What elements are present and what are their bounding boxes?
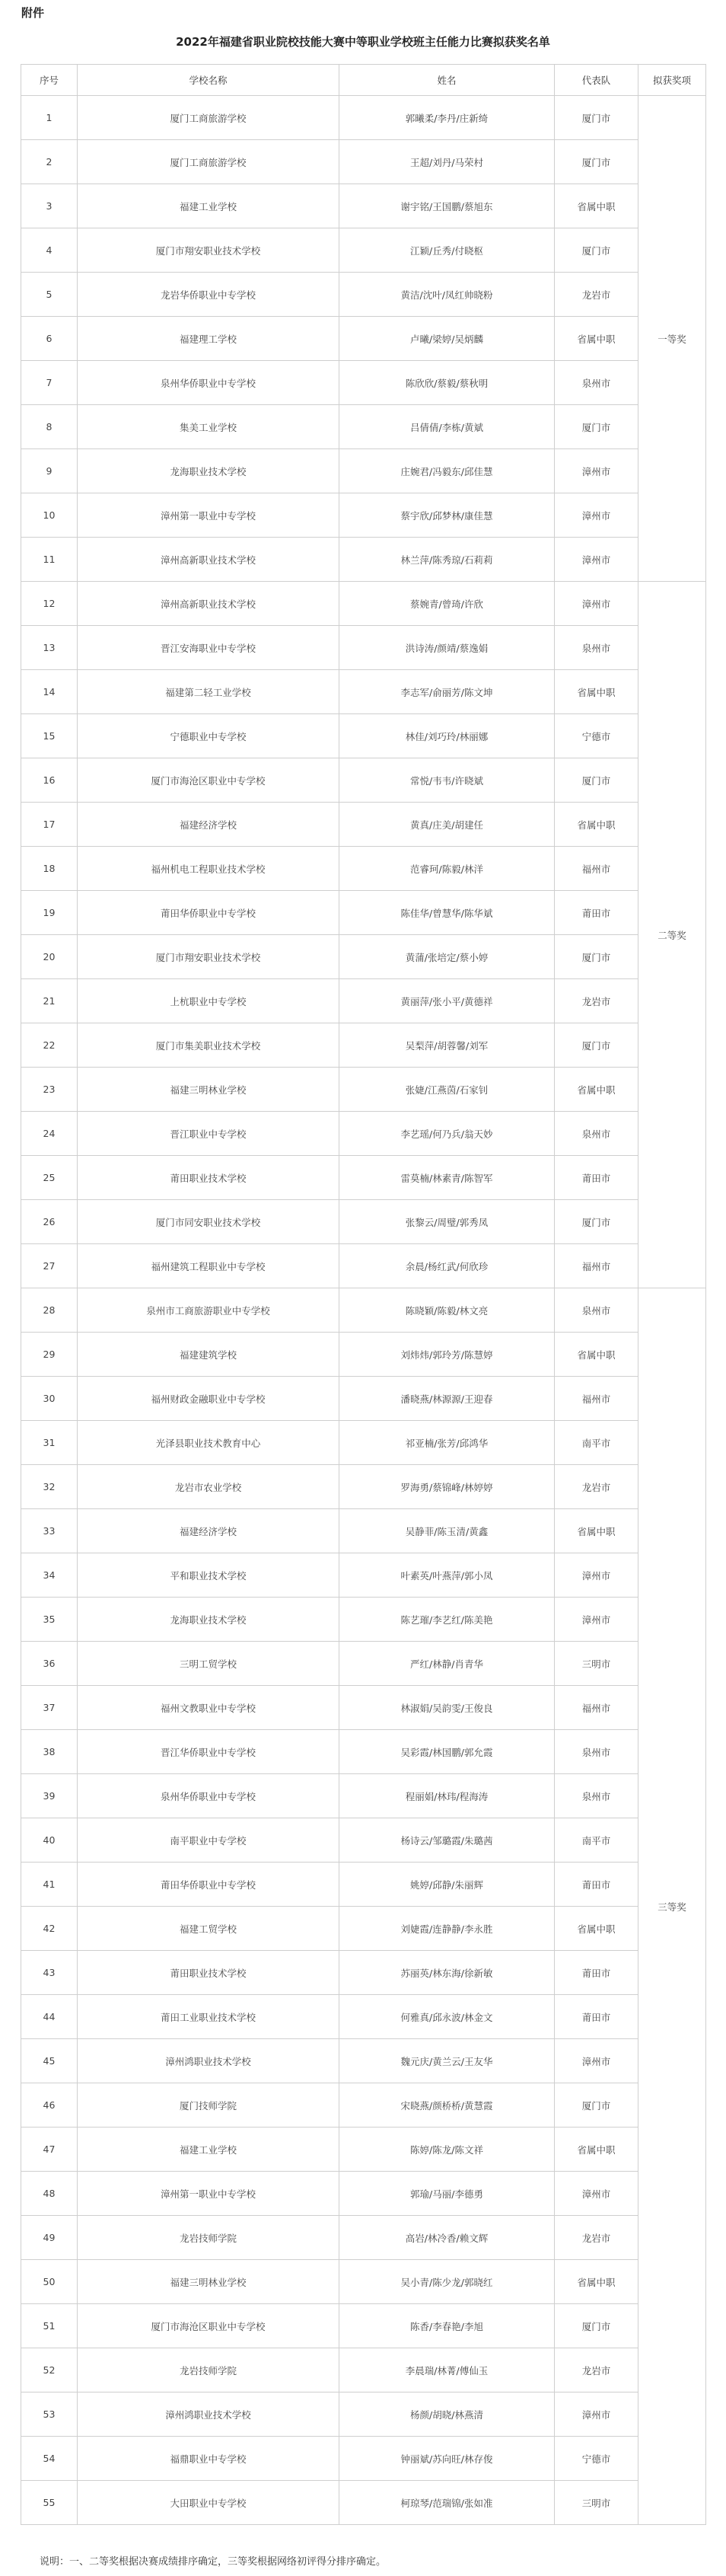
member-names: 卢曦/梁婷/吴炳麟	[339, 317, 555, 361]
row-index: 26	[21, 1200, 78, 1244]
row-index: 20	[21, 935, 78, 979]
table-row	[21, 2216, 706, 2260]
school-name: 莆田华侨职业中专学校	[78, 1863, 339, 1907]
table-row	[21, 1642, 706, 1686]
school-name: 莆田职业技术学校	[78, 1951, 339, 1995]
table-row	[21, 1156, 706, 1200]
team-name: 省属中职	[555, 803, 638, 847]
row-index: 2	[21, 140, 78, 184]
table-row	[21, 2039, 706, 2083]
row-index: 27	[21, 1244, 78, 1288]
school-name: 福建工业学校	[78, 2128, 339, 2172]
team-name: 泉州市	[555, 361, 638, 405]
member-names: 高岩/林冷香/赖文辉	[339, 2216, 555, 2260]
team-name: 漳州市	[555, 1553, 638, 1598]
member-names: 庄婉君/冯毅东/邱佳慧	[339, 449, 555, 493]
member-names: 李艺瑶/何乃兵/翁天妙	[339, 1112, 555, 1156]
school-name: 福建三明林业学校	[78, 1068, 339, 1112]
member-names: 罗海勇/蔡锦峰/林婷婷	[339, 1465, 555, 1509]
table-row	[21, 140, 706, 184]
table-row	[21, 803, 706, 847]
header-award: 拟获奖项	[638, 65, 706, 96]
table-row	[21, 2128, 706, 2172]
member-names: 李志军/俞丽芳/陈文坤	[339, 670, 555, 714]
table-header-row	[21, 65, 706, 96]
member-names: 蔡婉青/曾琦/许欣	[339, 582, 555, 626]
table-row	[21, 1951, 706, 1995]
row-index: 1	[21, 96, 78, 140]
school-name: 龙海职业技术学校	[78, 449, 339, 493]
table-row	[21, 1774, 706, 1818]
table-row	[21, 493, 706, 538]
table-row	[21, 449, 706, 493]
team-name: 宁德市	[555, 2437, 638, 2481]
member-names: 林兰萍/陈秀琼/石莉莉	[339, 538, 555, 582]
row-index: 14	[21, 670, 78, 714]
team-name: 省属中职	[555, 1509, 638, 1553]
member-names: 陈晓颖/陈毅/林文亮	[339, 1288, 555, 1333]
team-name: 厦门市	[555, 1200, 638, 1244]
team-name: 漳州市	[555, 449, 638, 493]
team-name: 省属中职	[555, 2260, 638, 2304]
member-names: 刘婕霞/连静静/李永胜	[339, 1907, 555, 1951]
school-name: 厦门市翔安职业技术学校	[78, 228, 339, 273]
team-name: 厦门市	[555, 228, 638, 273]
row-index: 45	[21, 2039, 78, 2083]
school-name: 大田职业中专学校	[78, 2481, 339, 2525]
school-name: 福州财政金融职业中专学校	[78, 1377, 339, 1421]
row-index: 43	[21, 1951, 78, 1995]
team-name: 南平市	[555, 1421, 638, 1465]
table-row	[21, 979, 706, 1023]
team-name: 厦门市	[555, 758, 638, 803]
member-names: 陈艺璀/李艺红/陈美艳	[339, 1598, 555, 1642]
table-row	[21, 1068, 706, 1112]
school-name: 福州机电工程职业技术学校	[78, 847, 339, 891]
member-names: 陈佳华/曾慧华/陈华斌	[339, 891, 555, 935]
team-name: 莆田市	[555, 1863, 638, 1907]
team-name: 龙岩市	[555, 273, 638, 317]
team-name: 福州市	[555, 1244, 638, 1288]
school-name: 厦门技师学院	[78, 2083, 339, 2128]
team-name: 莆田市	[555, 1995, 638, 2039]
member-names: 黄蒲/张培定/蔡小婷	[339, 935, 555, 979]
team-name: 厦门市	[555, 935, 638, 979]
row-index: 51	[21, 2304, 78, 2348]
school-name: 福鼎职业中专学校	[78, 2437, 339, 2481]
school-name: 福建第二轻工业学校	[78, 670, 339, 714]
row-index: 3	[21, 184, 78, 228]
row-index: 21	[21, 979, 78, 1023]
row-index: 36	[21, 1642, 78, 1686]
school-name: 南平职业中专学校	[78, 1818, 339, 1863]
team-name: 厦门市	[555, 1023, 638, 1068]
team-name: 莆田市	[555, 891, 638, 935]
team-name: 泉州市	[555, 1730, 638, 1774]
member-names: 陈香/李春艳/李旭	[339, 2304, 555, 2348]
row-index: 49	[21, 2216, 78, 2260]
member-names: 蔡宇欣/邱梦林/康佳慧	[339, 493, 555, 538]
team-name: 龙岩市	[555, 2348, 638, 2392]
member-names: 叶素英/叶燕萍/郭小凤	[339, 1553, 555, 1598]
row-index: 24	[21, 1112, 78, 1156]
table-row	[21, 1686, 706, 1730]
team-name: 泉州市	[555, 1112, 638, 1156]
header-names: 姓名	[339, 65, 555, 96]
document-title: 2022年福建省职业院校技能大赛中等职业学校班主任能力比赛拟获奖名单	[176, 35, 550, 49]
school-name: 龙岩市农业学校	[78, 1465, 339, 1509]
school-name: 厦门工商旅游学校	[78, 140, 339, 184]
row-index: 17	[21, 803, 78, 847]
member-names: 范睿珂/陈毅/林洋	[339, 847, 555, 891]
table-row	[21, 96, 706, 140]
team-name: 厦门市	[555, 2304, 638, 2348]
table-row	[21, 1377, 706, 1421]
row-index: 47	[21, 2128, 78, 2172]
row-index: 15	[21, 714, 78, 758]
team-name: 省属中职	[555, 1907, 638, 1951]
table-row	[21, 1907, 706, 1951]
row-index: 53	[21, 2392, 78, 2437]
footnote: 说明：一、二等奖根据决赛成绩排序确定，三等奖根据网络初评得分排序确定。	[40, 2556, 387, 2568]
member-names: 宋晓燕/颜桥桥/黄慧霞	[339, 2083, 555, 2128]
row-index: 33	[21, 1509, 78, 1553]
team-name: 福州市	[555, 1686, 638, 1730]
row-index: 34	[21, 1553, 78, 1598]
member-names: 洪诗涛/颜靖/蔡逸娟	[339, 626, 555, 670]
team-name: 省属中职	[555, 1068, 638, 1112]
school-name: 福建经济学校	[78, 803, 339, 847]
row-index: 48	[21, 2172, 78, 2216]
table-row	[21, 317, 706, 361]
table-row	[21, 2172, 706, 2216]
school-name: 福建理工学校	[78, 317, 339, 361]
row-index: 29	[21, 1333, 78, 1377]
member-names: 郭瑜/马丽/李德勇	[339, 2172, 555, 2216]
team-name: 泉州市	[555, 626, 638, 670]
member-names: 魏元庆/黄兰云/王友华	[339, 2039, 555, 2083]
member-names: 陈欣欣/蔡毅/蔡秋明	[339, 361, 555, 405]
table-row	[21, 228, 706, 273]
school-name: 泉州市工商旅游职业中专学校	[78, 1288, 339, 1333]
team-name: 泉州市	[555, 1774, 638, 1818]
team-name: 省属中职	[555, 317, 638, 361]
member-names: 黄洁/沈叶/凤红帅晓粉	[339, 273, 555, 317]
team-name: 漳州市	[555, 2172, 638, 2216]
team-name: 三明市	[555, 1642, 638, 1686]
header-index: 序号	[21, 65, 78, 96]
table-row	[21, 1333, 706, 1377]
table-row	[21, 1244, 706, 1288]
school-name: 漳州第一职业中专学校	[78, 493, 339, 538]
member-names: 郭曦柔/李丹/庄新绮	[339, 96, 555, 140]
team-name: 福州市	[555, 847, 638, 891]
row-index: 31	[21, 1421, 78, 1465]
member-names: 杨颜/胡晓/林燕清	[339, 2392, 555, 2437]
row-index: 52	[21, 2348, 78, 2392]
table-row	[21, 1598, 706, 1642]
member-names: 祁亚楠/张芳/邱鸿华	[339, 1421, 555, 1465]
table-row	[21, 2348, 706, 2392]
row-index: 4	[21, 228, 78, 273]
school-name: 福建经济学校	[78, 1509, 339, 1553]
table-row	[21, 1112, 706, 1156]
header-team: 代表队	[555, 65, 638, 96]
header-school: 学校名称	[78, 65, 339, 96]
team-name: 漳州市	[555, 538, 638, 582]
table-row	[21, 1509, 706, 1553]
school-name: 福州文教职业中专学校	[78, 1686, 339, 1730]
member-names: 谢宇铭/王国鹏/蔡旭东	[339, 184, 555, 228]
award-level: 三等奖	[638, 1288, 706, 2525]
team-name: 漳州市	[555, 493, 638, 538]
row-index: 38	[21, 1730, 78, 1774]
table-row	[21, 2304, 706, 2348]
school-name: 莆田职业技术学校	[78, 1156, 339, 1200]
team-name: 宁德市	[555, 714, 638, 758]
team-name: 福州市	[555, 1377, 638, 1421]
row-index: 40	[21, 1818, 78, 1863]
table-row	[21, 2260, 706, 2304]
row-index: 32	[21, 1465, 78, 1509]
member-names: 吴彩霞/林国鹏/郭允霞	[339, 1730, 555, 1774]
team-name: 厦门市	[555, 2083, 638, 2128]
row-index: 42	[21, 1907, 78, 1951]
award-level: 二等奖	[638, 582, 706, 1288]
row-index: 22	[21, 1023, 78, 1068]
row-index: 16	[21, 758, 78, 803]
row-index: 28	[21, 1288, 78, 1333]
row-index: 39	[21, 1774, 78, 1818]
school-name: 漳州高新职业技术学校	[78, 582, 339, 626]
school-name: 福建工业学校	[78, 184, 339, 228]
school-name: 泉州华侨职业中专学校	[78, 361, 339, 405]
member-names: 黄丽萍/张小平/黄德祥	[339, 979, 555, 1023]
school-name: 厦门工商旅游学校	[78, 96, 339, 140]
member-names: 余晨/杨红武/何欣珍	[339, 1244, 555, 1288]
school-name: 厦门市翔安职业技术学校	[78, 935, 339, 979]
school-name: 厦门市海沧区职业中专学校	[78, 2304, 339, 2348]
team-name: 漳州市	[555, 2039, 638, 2083]
school-name: 光泽县职业技术教育中心	[78, 1421, 339, 1465]
school-name: 厦门市集美职业技术学校	[78, 1023, 339, 1068]
team-name: 龙岩市	[555, 979, 638, 1023]
school-name: 漳州高新职业技术学校	[78, 538, 339, 582]
member-names: 张黎云/周璧/郭秀凤	[339, 1200, 555, 1244]
member-names: 常悦/韦韦/许晓斌	[339, 758, 555, 803]
row-index: 54	[21, 2437, 78, 2481]
row-index: 11	[21, 538, 78, 582]
table-row	[21, 1553, 706, 1598]
school-name: 龙海职业技术学校	[78, 1598, 339, 1642]
member-names: 吴静菲/陈玉清/黄鑫	[339, 1509, 555, 1553]
team-name: 南平市	[555, 1818, 638, 1863]
row-index: 23	[21, 1068, 78, 1112]
member-names: 林淑娟/吴韵雯/王俊良	[339, 1686, 555, 1730]
row-index: 25	[21, 1156, 78, 1200]
table-row	[21, 273, 706, 317]
row-index: 12	[21, 582, 78, 626]
table-row	[21, 670, 706, 714]
member-names: 姚婷/邱静/朱丽辉	[339, 1863, 555, 1907]
school-name: 漳州鸿职业技术学校	[78, 2392, 339, 2437]
row-index: 30	[21, 1377, 78, 1421]
row-index: 41	[21, 1863, 78, 1907]
team-name: 省属中职	[555, 1333, 638, 1377]
member-names: 黄真/庄美/胡建任	[339, 803, 555, 847]
member-names: 江颖/丘秀/付晓枢	[339, 228, 555, 273]
row-index: 18	[21, 847, 78, 891]
award-level: 一等奖	[638, 96, 706, 582]
row-index: 9	[21, 449, 78, 493]
row-index: 7	[21, 361, 78, 405]
row-index: 10	[21, 493, 78, 538]
row-index: 44	[21, 1995, 78, 2039]
school-name: 晋江职业中专学校	[78, 1112, 339, 1156]
school-name: 平和职业技术学校	[78, 1553, 339, 1598]
school-name: 厦门市海沧区职业中专学校	[78, 758, 339, 803]
attachment-label: 附件	[21, 6, 45, 20]
team-name: 莆田市	[555, 1951, 638, 1995]
member-names: 严红/林静/肖青华	[339, 1642, 555, 1686]
member-names: 林佳/刘巧玲/林丽娜	[339, 714, 555, 758]
member-names: 雷莫楠/林素青/陈智军	[339, 1156, 555, 1200]
member-names: 陈婷/陈龙/陈文祥	[339, 2128, 555, 2172]
row-index: 55	[21, 2481, 78, 2525]
member-names: 柯琼琴/范瑞锦/张如准	[339, 2481, 555, 2525]
school-name: 福建工贸学校	[78, 1907, 339, 1951]
team-name: 莆田市	[555, 1156, 638, 1200]
school-name: 集美工业学校	[78, 405, 339, 449]
member-names: 何雅真/邱永波/林金文	[339, 1995, 555, 2039]
team-name: 漳州市	[555, 582, 638, 626]
member-names: 刘炜炜/郭玲芳/陈慧婷	[339, 1333, 555, 1377]
row-index: 13	[21, 626, 78, 670]
school-name: 厦门市同安职业技术学校	[78, 1200, 339, 1244]
member-names: 程丽娟/林玮/程海涛	[339, 1774, 555, 1818]
team-name: 厦门市	[555, 140, 638, 184]
table-row	[21, 1023, 706, 1068]
table-row	[21, 847, 706, 891]
team-name: 厦门市	[555, 96, 638, 140]
member-names: 张婕/江燕茵/石家钊	[339, 1068, 555, 1112]
table-row	[21, 935, 706, 979]
school-name: 福州建筑工程职业中专学校	[78, 1244, 339, 1288]
table-row	[21, 2437, 706, 2481]
team-name: 厦门市	[555, 405, 638, 449]
team-name: 龙岩市	[555, 2216, 638, 2260]
member-names: 吕倩倩/李栋/黄斌	[339, 405, 555, 449]
school-name: 龙岩技师学院	[78, 2348, 339, 2392]
table-row	[21, 1200, 706, 1244]
row-index: 8	[21, 405, 78, 449]
team-name: 龙岩市	[555, 1465, 638, 1509]
table-row	[21, 2481, 706, 2525]
table-row	[21, 1995, 706, 2039]
school-name: 宁德职业中专学校	[78, 714, 339, 758]
team-name: 漳州市	[555, 1598, 638, 1642]
row-index: 46	[21, 2083, 78, 2128]
member-names: 李晨瑞/林菁/傅仙玉	[339, 2348, 555, 2392]
team-name: 省属中职	[555, 2128, 638, 2172]
school-name: 泉州华侨职业中专学校	[78, 1774, 339, 1818]
row-index: 37	[21, 1686, 78, 1730]
school-name: 漳州鸿职业技术学校	[78, 2039, 339, 2083]
school-name: 上杭职业中专学校	[78, 979, 339, 1023]
table-row	[21, 1288, 706, 1333]
table-row	[21, 184, 706, 228]
member-names: 吴小青/陈少龙/郭晓红	[339, 2260, 555, 2304]
school-name: 三明工贸学校	[78, 1642, 339, 1686]
table-row	[21, 405, 706, 449]
school-name: 晋江安海职业中专学校	[78, 626, 339, 670]
row-index: 35	[21, 1598, 78, 1642]
member-names: 王超/刘丹/马荣村	[339, 140, 555, 184]
table-row	[21, 1863, 706, 1907]
table-row	[21, 361, 706, 405]
school-name: 晋江华侨职业中专学校	[78, 1730, 339, 1774]
member-names: 潘晓燕/林源源/王迎春	[339, 1377, 555, 1421]
member-names: 杨诗云/邹璐霞/朱璐茜	[339, 1818, 555, 1863]
school-name: 漳州第一职业中专学校	[78, 2172, 339, 2216]
table-row	[21, 582, 706, 626]
school-name: 莆田华侨职业中专学校	[78, 891, 339, 935]
table-row	[21, 2083, 706, 2128]
member-names: 苏丽英/林东海/徐新敏	[339, 1951, 555, 1995]
team-name: 省属中职	[555, 670, 638, 714]
table-row	[21, 1730, 706, 1774]
row-index: 6	[21, 317, 78, 361]
team-name: 泉州市	[555, 1288, 638, 1333]
school-name: 龙岩华侨职业中专学校	[78, 273, 339, 317]
table-row	[21, 1421, 706, 1465]
row-index: 5	[21, 273, 78, 317]
table-row	[21, 758, 706, 803]
row-index: 50	[21, 2260, 78, 2304]
table-row	[21, 2392, 706, 2437]
school-name: 福建建筑学校	[78, 1333, 339, 1377]
team-name: 省属中职	[555, 184, 638, 228]
table-row	[21, 1465, 706, 1509]
school-name: 龙岩技师学院	[78, 2216, 339, 2260]
table-row	[21, 626, 706, 670]
table-row	[21, 714, 706, 758]
team-name: 漳州市	[555, 2392, 638, 2437]
team-name: 三明市	[555, 2481, 638, 2525]
row-index: 19	[21, 891, 78, 935]
table-row	[21, 891, 706, 935]
member-names: 钟丽斌/苏向旺/林存俊	[339, 2437, 555, 2481]
member-names: 吴梨萍/胡蓉馨/刘军	[339, 1023, 555, 1068]
table-row	[21, 538, 706, 582]
school-name: 福建三明林业学校	[78, 2260, 339, 2304]
school-name: 莆田工业职业技术学校	[78, 1995, 339, 2039]
award-table	[21, 64, 706, 2525]
table-row	[21, 1818, 706, 1863]
